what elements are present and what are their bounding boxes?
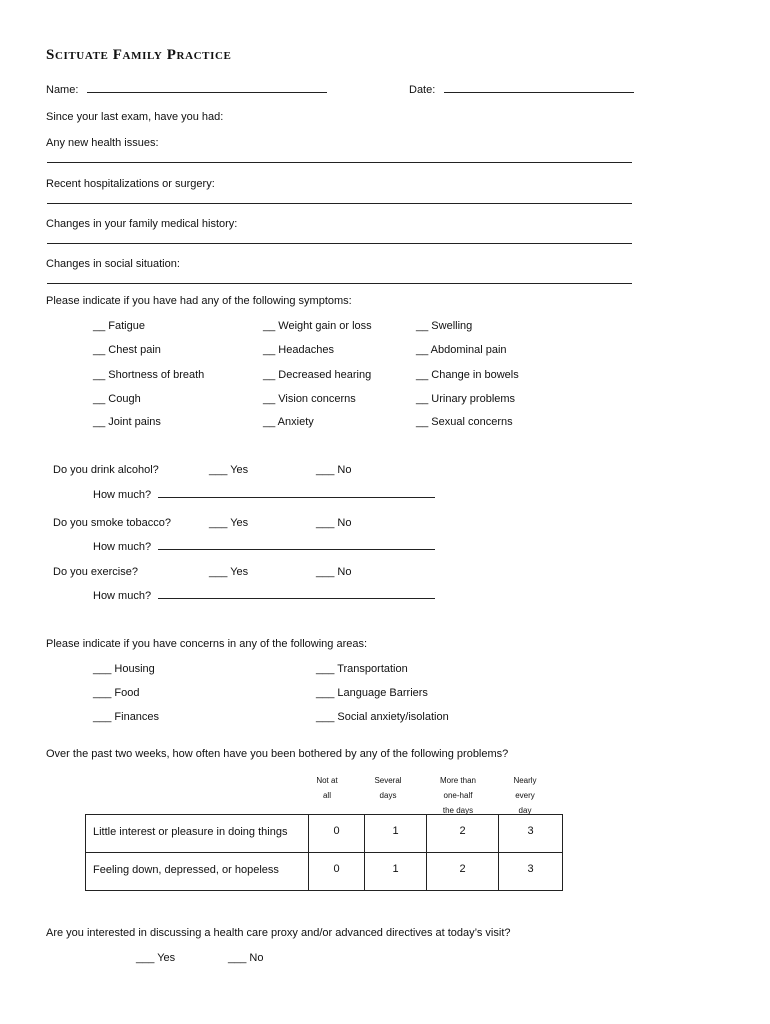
proxy-no-option[interactable]: ___ No: [228, 952, 264, 964]
habit-question: Do you exercise?: [53, 566, 138, 578]
habit-question: Do you smoke tobacco?: [53, 517, 172, 529]
proxy-question: Are you interested in discussing a health care proxy and/or advanced directives at today’s visit?: [46, 927, 511, 939]
how-much-row: [93, 541, 435, 553]
phq-score[interactable]: 0: [309, 853, 365, 891]
phq-header-nearly-every-day: Nearly every day: [513, 776, 537, 815]
phq-score[interactable]: 3: [499, 853, 563, 891]
yes-option[interactable]: ___ Yes: [209, 566, 249, 578]
phq-header-more-than-half: More than one-half the days: [439, 776, 477, 815]
symptom-option[interactable]: __ Swelling: [416, 320, 473, 332]
date-row: [409, 84, 634, 96]
symptom-option[interactable]: __ Urinary problems: [416, 393, 516, 405]
concerns-prompt: Please indicate if you have concerns in any of the following areas:: [46, 638, 368, 650]
symptom-option[interactable]: __ Abdominal pain: [416, 344, 507, 356]
name-label: Name:: [46, 84, 79, 96]
concern-option[interactable]: ___ Food: [93, 687, 140, 699]
table-row: [86, 815, 563, 853]
symptom-option[interactable]: __ Decreased hearing: [263, 369, 372, 381]
concern-option[interactable]: ___ Transportation: [316, 663, 408, 675]
phq-score[interactable]: 3: [499, 815, 563, 853]
name-row: [46, 84, 327, 96]
date-label: Date:: [409, 84, 436, 96]
no-option[interactable]: ___ No: [316, 464, 352, 476]
phq-score[interactable]: 2: [427, 853, 499, 891]
yes-option[interactable]: ___ Yes: [209, 517, 249, 529]
symptom-option[interactable]: __ Vision concerns: [263, 393, 356, 405]
phq-header-several-days: Several days: [374, 776, 402, 800]
concern-option[interactable]: ___ Housing: [93, 663, 155, 675]
phq-table: [85, 814, 563, 891]
symptom-option[interactable]: __ Fatigue: [93, 320, 145, 332]
how-much-field[interactable]: [158, 598, 435, 599]
question-label: Changes in social situation:: [46, 258, 180, 270]
symptoms-prompt: Please indicate if you have had any of the following symptoms:: [46, 295, 352, 307]
question-label: Any new health issues:: [46, 137, 159, 149]
since-last-exam: Since your last exam, have you had:: [46, 111, 224, 123]
phq-score[interactable]: 0: [309, 815, 365, 853]
phq-score[interactable]: 2: [427, 815, 499, 853]
phq-question: Little interest or pleasure in doing things: [86, 815, 309, 853]
question-label: Changes in your family medical history:: [46, 218, 238, 230]
answer-line[interactable]: [47, 162, 632, 163]
proxy-yes-option[interactable]: ___ Yes: [136, 952, 176, 964]
phq-prompt: Over the past two weeks, how often have you been bothered by any of the following problems?: [46, 748, 509, 760]
how-much-label: How much?: [93, 541, 152, 553]
how-much-label: How much?: [93, 590, 152, 602]
symptom-option[interactable]: __ Chest pain: [93, 344, 161, 356]
answer-line[interactable]: [47, 203, 632, 204]
symptom-option[interactable]: __ Cough: [93, 393, 141, 405]
how-much-row: [93, 590, 435, 602]
how-much-field[interactable]: [158, 497, 435, 498]
concern-option[interactable]: ___ Social anxiety/isolation: [316, 711, 449, 723]
how-much-label: How much?: [93, 489, 152, 501]
symptom-option[interactable]: __ Anxiety: [263, 416, 314, 428]
no-option[interactable]: ___ No: [316, 517, 352, 529]
page-title: Scituate Family Practice: [46, 47, 232, 63]
no-option[interactable]: ___ No: [316, 566, 352, 578]
question-label: Recent hospitalizations or surgery:: [46, 178, 215, 190]
phq-header-not-at-all: Not at all: [316, 776, 338, 800]
symptom-option[interactable]: __ Change in bowels: [416, 369, 519, 381]
answer-line[interactable]: [47, 283, 632, 284]
yes-option[interactable]: ___ Yes: [209, 464, 249, 476]
symptom-option[interactable]: __ Shortness of breath: [93, 369, 205, 381]
how-much-row: [93, 489, 435, 501]
concern-option[interactable]: ___ Language Barriers: [316, 687, 428, 699]
phq-score[interactable]: 1: [365, 815, 427, 853]
symptom-option[interactable]: __ Joint pains: [93, 416, 161, 428]
symptom-option[interactable]: __ Weight gain or loss: [263, 320, 372, 332]
symptom-option[interactable]: __ Headaches: [263, 344, 334, 356]
answer-line[interactable]: [47, 243, 632, 244]
how-much-field[interactable]: [158, 549, 435, 550]
symptom-option[interactable]: __ Sexual concerns: [416, 416, 513, 428]
phq-score[interactable]: 1: [365, 853, 427, 891]
phq-question: Feeling down, depressed, or hopeless: [86, 853, 309, 891]
habit-question: Do you drink alcohol?: [53, 464, 159, 476]
table-row: [86, 853, 563, 891]
concern-option[interactable]: ___ Finances: [93, 711, 160, 723]
name-field[interactable]: [87, 92, 327, 93]
date-field[interactable]: [444, 92, 634, 93]
